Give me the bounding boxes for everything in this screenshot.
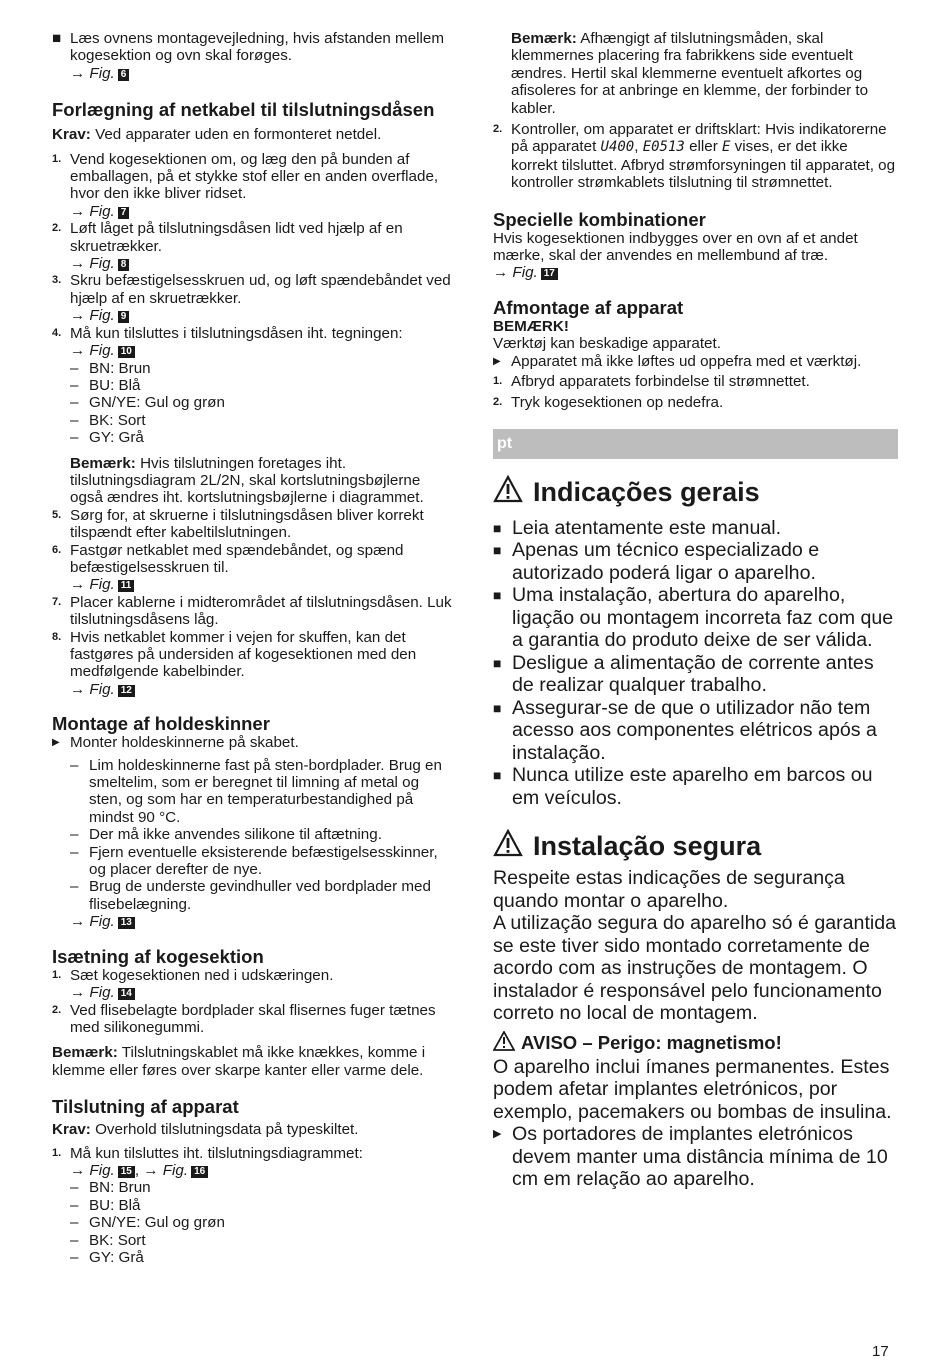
fig-label: Fig. — [89, 1161, 115, 1179]
bullet-text: Læs ovnens montagevejledning, hvis afstanden mellem kogesektion og ovn skal forøges. — [70, 30, 444, 65]
step-text: vises, er det ikke korrekt tilsluttet. Afbryd strømforsyningen til apparatet, og kontroller strømkablets tilslutning til strømnettet. — [511, 138, 896, 192]
step-text: Løft låget på tilslutningsdåsen lidt ved hjælp af en skruetrækker. — [70, 220, 403, 255]
square-bullet-icon: ■ — [493, 587, 502, 604]
fig-label: Fig. — [89, 202, 115, 220]
step-text: Må kun tilsluttes iht. tilslutningsdiagrammet: — [70, 1144, 363, 1162]
section-heading: Tilslutning af apparat — [52, 1096, 239, 1118]
wire-text: BU: Blå — [89, 1196, 141, 1214]
step-number: 1. — [52, 968, 62, 981]
page-number: 17 — [872, 1343, 889, 1360]
krav-text: Ved apparater uden en formonteret netdel. — [90, 126, 382, 144]
step-text: Ved flisebelagte bordplader skal flisernes fuger tætnes med silikonegummi. — [70, 1001, 436, 1036]
display-code: E0513 — [642, 139, 685, 156]
step-number: 3. — [52, 274, 62, 287]
wire-item: – BU: Blå — [70, 1196, 141, 1214]
step-text: Sæt kogesektionen ned i udskæringen. — [70, 966, 334, 984]
section-heading — [493, 475, 898, 509]
paragraph: Hvis kogesektionen indbygges over en ovn af et andet mærke, skal der anvendes en mellembund af træ. — [493, 229, 858, 265]
step-item: 1. Vend kogesektionen om, og læg den på bunden af emballagen, på et stykke stof eller en anden overflade, hvor den ikke bliver ridset. → Fig. 7 — [52, 150, 439, 220]
wire-text: BK: Sort — [89, 411, 146, 429]
step-text: Kontroller, om apparatet er driftsklart: Hvis indikatorerne på apparatet — [511, 121, 887, 156]
section-heading: Specielle kombinationer — [493, 208, 706, 230]
step-number: 4. — [52, 326, 62, 339]
step-text: eller — [684, 138, 722, 156]
figure-number: 17 — [541, 268, 558, 280]
step-text: Må kun tilsluttes i tilslutningsdåsen iht. tegningen: — [70, 324, 403, 342]
step-text: Apparatet må ikke løftes ud oppefra med et værktøj. — [511, 352, 862, 370]
notice-label: BEMÆRK! — [493, 317, 569, 335]
dash-item: – Fjern eventuelle eksisterende befæstigelsesskinner, og placer derefter de nye. — [70, 844, 454, 879]
dash-item: – Brug de underste gevindhuller ved bordplader med flisebelægning. — [70, 878, 454, 913]
note-label: Bemærk: — [511, 30, 577, 47]
step-text: Placer kablerne i midterområdet af tilslutningsdåsen. Luk tilslutningsdåsens låg. — [70, 593, 452, 629]
heading-text: Instalação segura — [533, 831, 762, 862]
section-heading: Forlægning af netkabel til tilslutningsdåsen — [52, 99, 435, 121]
paragraph: Respeite estas indicações de segurança quando montar o aparelho. — [493, 867, 845, 912]
dash-item: – Der må ikke anvendes silikone til aftætning. — [70, 826, 382, 844]
bullet-text: Leia atentamente este manual. — [512, 516, 782, 539]
wire-item: – BU: Blå — [70, 376, 141, 394]
wire-text: GY: Grå — [89, 429, 144, 447]
step-item — [52, 594, 454, 629]
figure-number: 11 — [118, 580, 135, 592]
wire-text: GY: Grå — [89, 1248, 144, 1266]
paragraph: O aparelho inclui ímanes permanentes. Estes podem afetar implantes eletrónicos, por exemplo, pacemakers ou bombas de insulina. — [493, 1055, 892, 1123]
step-item — [493, 394, 898, 411]
step-text: Afbryd apparatets forbindelse til strømnettet. — [511, 373, 810, 391]
note-text: Tilslutningskablet må ikke knækkes, komme i klemme eller føres over skarpe kanter eller varme dele. — [52, 1044, 426, 1079]
step-text: Fastgør netkablet med spændebåndet, og spænd befæstigelsesskruen til. — [70, 541, 404, 576]
wire-text: GN/YE: Gul og grøn — [89, 1214, 225, 1232]
step-item: 3. Skru befæstigelsesskruen ud, og løft spændebåndet ved hjælp af en skruetrækker. → Fig. 9 — [52, 272, 451, 325]
square-bullet-icon: ■ — [52, 30, 62, 47]
step-item — [52, 1002, 454, 1037]
figure-number: 7 — [118, 207, 130, 219]
arrow-bullet-icon: ▶ — [493, 1128, 502, 1141]
fig-label: Fig. — [162, 1161, 189, 1179]
dash-text: Lim holdeskinnerne fast på sten-bordplader. Brug en smeltelim, som er beregnet til limning af metal og sten, og som har en temperaturbestandighed på mindst 90 °C. — [89, 756, 442, 826]
wire-item: – GY: Grå — [70, 1248, 144, 1266]
figure-number: 6 — [118, 69, 130, 81]
square-bullet-icon: ■ — [493, 767, 502, 784]
arrow-bullet-icon: ▶ — [493, 355, 501, 367]
step-item: 1. Må kun tilsluttes iht. tilslutningsdiagrammet: → Fig. 15 , → Fig. 16 – BN: Brun – BU: Blå – GN/YE: Gul og grøn – BK: Sort – GY: Grå — [52, 1145, 454, 1267]
fig-label: Fig. — [89, 342, 115, 360]
fig-label: Fig. — [89, 680, 115, 698]
bullet-text: Os portadores de implantes eletrónicos devem manter uma distância mínima de 10 cm em relação ao aparelho. — [512, 1123, 888, 1191]
step-item — [493, 353, 898, 370]
list-item — [493, 517, 898, 540]
step-text: Skru befæstigelsesskruen ud, og løft spændebåndet ved hjælp af en skruetrækker. — [70, 272, 451, 307]
right-column — [493, 30, 898, 1191]
warning-icon — [493, 829, 523, 863]
warning-text: AVISO – Perigo: magnetismo! — [521, 1032, 782, 1054]
fig-label: Fig. — [89, 255, 115, 273]
wire-text: BN: Brun — [89, 359, 151, 377]
figure-ref: → Fig. 13 — [70, 913, 454, 930]
figure-number: 14 — [118, 988, 135, 1000]
wire-item: – GN/YE: Gul og grøn — [70, 1214, 225, 1232]
step-item — [493, 121, 898, 192]
note-text: Hvis tilslutningen foretages iht. tilslutningsdiagram 2L/2N, skal kortslutningsbøjlerne også ændres iht. kortslutningsbøjlerne i diagrammet. — [70, 454, 424, 507]
figure-number: 16 — [191, 1166, 208, 1178]
krav-label: Krav: — [52, 126, 91, 144]
step-item: 8. Hvis netkablet kommer i vejen for skuffen, kan det fastgøres på undersiden af kogesektionen med den medfølgende kabelbinder. → Fig. 12 — [52, 628, 417, 698]
step-number: 2. — [493, 123, 503, 136]
step-text: Tryk kogesektionen op nedefra. — [511, 393, 724, 411]
paragraph: A utilização segura do aparelho só é garantida se este tiver sido montado corretamente de acordo com as instruções de montagem. O instalador é responsável pelo funcionamento correto no local de montagem. — [493, 912, 897, 1025]
warning-heading — [493, 1031, 898, 1056]
left-column — [52, 30, 454, 1266]
step-number: 2. — [493, 395, 503, 408]
step-text: Monter holdeskinnerne på skabet. — [70, 734, 299, 752]
fig-label: Fig. — [512, 264, 538, 282]
note-text: Afhængigt af tilslutningsmåden, skal klemmernes placering fra fabrikkens side eventuelt ændres. Hertil skal klemmerne eventuelt afkortes og afisoleres for at anbringe en klemme, der forbinder to kabler. — [511, 30, 869, 117]
bullet-text: Assegurar-se de que o utilizador não tem acesso aos componentes elétricos após a instalação. — [512, 696, 877, 764]
figure-ref: → Fig. 6 — [52, 65, 454, 82]
square-bullet-icon: ■ — [493, 699, 502, 716]
step-text: Vend kogesektionen om, og læg den på bunden af emballagen, på et stykke stof eller en anden overflade, hvor den ikke bliver ridset. — [70, 150, 439, 203]
wire-item: – BK: Sort — [70, 1231, 146, 1249]
step-number: 2. — [52, 222, 62, 235]
dash-item: – Lim holdeskinnerne fast på sten-bordplader. Brug en smeltelim, som er beregnet til limning af metal og sten, og som har en temperaturbestandighed på mindst 90 °C. — [70, 757, 454, 827]
step-number: 5. — [52, 508, 62, 521]
display-code: E — [721, 139, 731, 156]
fig-label: Fig. — [89, 576, 115, 594]
bullet-text: Uma instalação, abertura do aparelho, ligação ou montagem incorreta faz com que a garantia do produto deixe de ser válida. — [512, 584, 894, 652]
step-item — [52, 507, 454, 542]
requirement — [52, 1121, 454, 1138]
bullet-text: Desligue a alimentação de corrente antes de realizar qualquer trabalho. — [512, 651, 874, 697]
note-label: Bemærk: — [52, 1044, 118, 1062]
list-item — [52, 30, 454, 65]
section-heading: Isætning af kogesektion — [52, 945, 264, 967]
step-number: 1. — [52, 152, 62, 165]
dash-text: Der må ikke anvendes silikone til aftætning. — [89, 826, 382, 844]
figure-number: 13 — [118, 917, 135, 929]
fig-label: Fig. — [89, 913, 115, 931]
list-item — [493, 652, 898, 697]
note — [493, 30, 898, 117]
bullet-text: Nunca utilize este aparelho em barcos ou em veículos. — [512, 764, 873, 809]
list-item — [493, 1123, 898, 1191]
square-bullet-icon: ■ — [493, 519, 502, 536]
wire-item: – GN/YE: Gul og grøn — [70, 394, 225, 412]
step-item: 6. Fastgør netkablet med spændebåndet, og spænd befæstigelsesskruen til. → Fig. 11 — [52, 541, 404, 594]
wire-text: BU: Blå — [89, 376, 141, 394]
step-number: 1. — [52, 1146, 62, 1159]
step-item — [493, 373, 898, 390]
figure-number: 10 — [118, 346, 135, 358]
krav-label: Krav: — [52, 1121, 91, 1139]
note — [52, 1044, 454, 1079]
list-item — [493, 697, 898, 765]
figure-number: 15 — [118, 1166, 135, 1178]
section-heading: Montage af holdeskinner — [52, 713, 270, 735]
list-item — [493, 764, 898, 809]
figure-number: 12 — [118, 685, 135, 697]
step-text: , — [634, 138, 643, 156]
heading-text: Indicações gerais — [533, 476, 760, 507]
step-item: 2. Løft låget på tilslutningsdåsen lidt ved hjælp af en skruetrækker. → Fig. 8 — [52, 220, 403, 273]
arrow-bullet-icon: ▶ — [52, 737, 60, 749]
wire-item: – BN: Brun — [70, 359, 151, 377]
step-number: 6. — [52, 543, 62, 556]
warning-icon — [493, 475, 523, 509]
note-label: Bemærk: — [70, 454, 136, 472]
list-item — [493, 584, 898, 652]
wire-item: – BN: Brun — [70, 1179, 151, 1197]
language-bar: pt — [493, 429, 898, 459]
bullet-text: Apenas um técnico especializado e autorizado poderá ligar o aparelho. — [512, 539, 820, 584]
wire-item: – GY: Grå — [70, 429, 144, 447]
section-heading: Afmontage af apparat — [493, 296, 684, 318]
figure-number: 9 — [118, 311, 130, 323]
krav-text: Overhold tilslutningsdata på typeskiltet. — [90, 1121, 359, 1139]
square-bullet-icon: ■ — [493, 542, 502, 559]
wire-item: – BK: Sort — [70, 411, 146, 429]
step-text: Sørg for, at skruerne i tilslutningsdåsen bliver korrekt tilspændt efter kabeltilslutningen. — [70, 506, 424, 542]
square-bullet-icon: ■ — [493, 654, 502, 671]
figure-number: 8 — [118, 259, 130, 271]
dash-text: Fjern eventuelle eksisterende befæstigelsesskinner, og placer derefter de nye. — [89, 843, 438, 879]
figure-ref: → Fig. 17 — [493, 264, 898, 281]
step-item: 4. Må kun tilsluttes i tilslutningsdåsen iht. tegningen: → Fig. 10 – BN: Brun – BU: Blå – GN/YE: Gul og grøn – BK: Sort – GY: Grå Bemærk: Hvis tilslutningen foretages iht. tilslutningsdiagram 2L/2N, skal kortslutningsbøjlerne også ændres iht. kortslutningsbøjlerne i diagrammet. — [52, 325, 454, 507]
fig-label: Fig. — [89, 64, 115, 82]
note — [70, 455, 454, 507]
step-number: 1. — [493, 375, 503, 388]
display-code: U400 — [600, 139, 635, 156]
list-item — [493, 539, 898, 584]
step-item — [52, 734, 454, 751]
step-item: 1. Sæt kogesektionen ned i udskæringen. → Fig. 14 — [52, 966, 334, 1002]
dash-text: Brug de underste gevindhuller ved bordplader med flisebelægning. — [89, 878, 431, 913]
step-text: Hvis netkablet kommer i vejen for skuffen, kan det fastgøres på undersiden af kogesektionen med den medfølgende kabelbinder. — [70, 628, 417, 681]
fig-label: Fig. — [89, 984, 115, 1002]
step-number: 8. — [52, 630, 62, 643]
notice-text: Værktøj kan beskadige apparatet. — [493, 335, 721, 353]
step-number: 7. — [52, 595, 62, 608]
requirement — [52, 126, 454, 143]
step-number: 2. — [52, 1003, 62, 1016]
section-heading — [493, 829, 898, 863]
wire-text: GN/YE: Gul og grøn — [89, 394, 225, 412]
warning-icon — [493, 1031, 515, 1056]
wire-text: BK: Sort — [89, 1231, 146, 1249]
wire-text: BN: Brun — [89, 1179, 151, 1197]
fig-label: Fig. — [89, 307, 115, 325]
